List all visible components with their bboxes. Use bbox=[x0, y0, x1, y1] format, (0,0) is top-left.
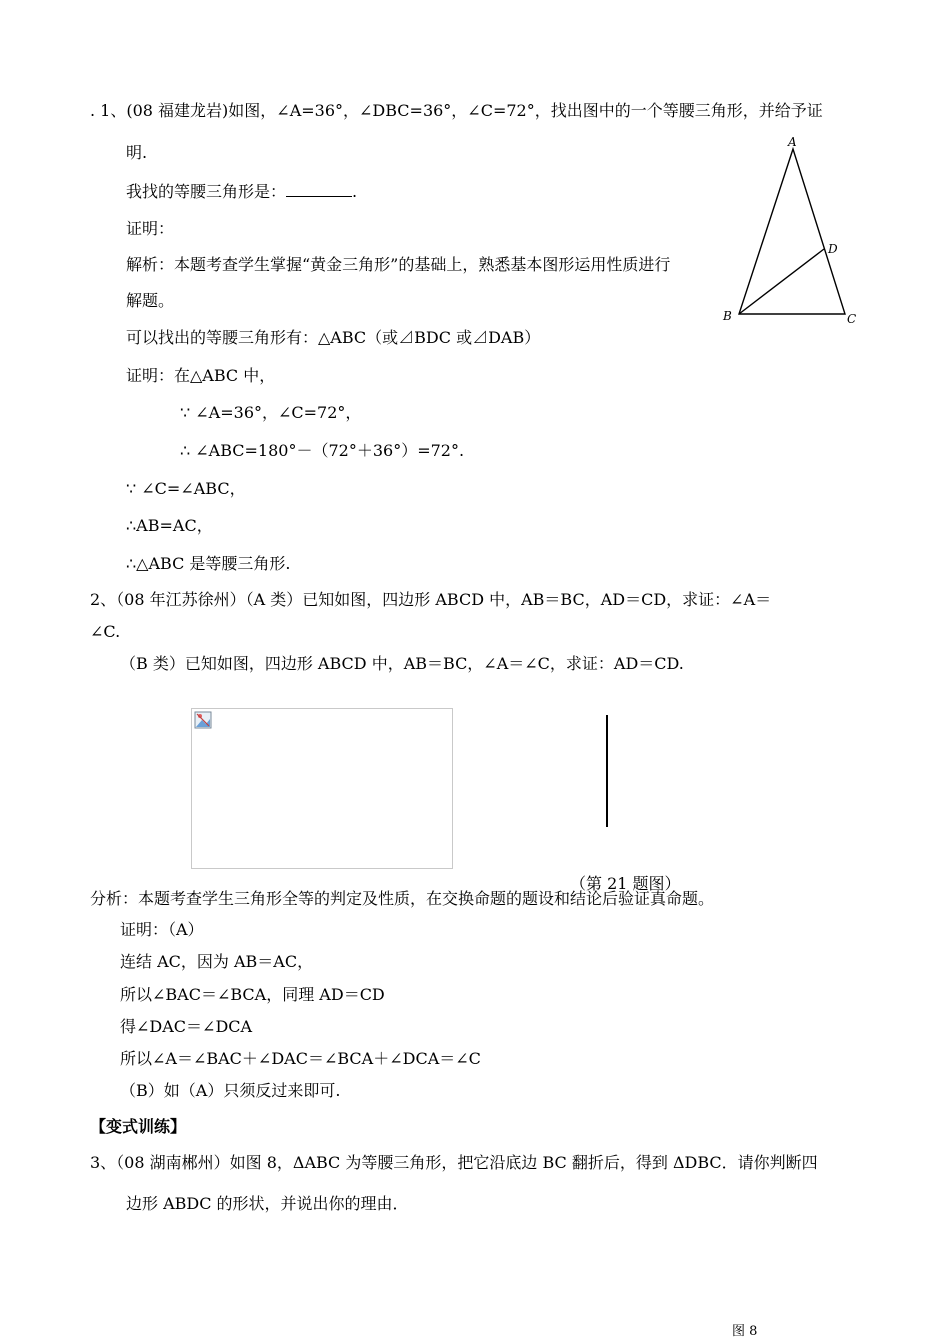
q1-line2: 明. bbox=[126, 143, 148, 162]
broken-image-icon bbox=[194, 711, 212, 729]
label-a: A bbox=[788, 135, 797, 149]
fig8-label: 图 8 bbox=[732, 1324, 758, 1339]
q2-proof-1: 连结 AC，因为 AB＝AC， bbox=[120, 952, 314, 971]
label-b: B bbox=[723, 309, 732, 323]
triangle-figure bbox=[718, 132, 868, 332]
q1-find-line bbox=[126, 181, 357, 203]
q2-line1: 2、（08 年江苏徐州）（A 类）已知如图，四边形 ABCD 中，AB＝BC，AD＝CD，求证：∠A＝ bbox=[90, 590, 772, 609]
q2-proof-4: 所以∠A＝∠BAC＋∠DAC＝∠BCA＋∠DCA＝∠C bbox=[120, 1049, 481, 1068]
q2-proof-0: 证明：（A） bbox=[120, 920, 204, 939]
q1-proof-in: 证明：在△ABC 中， bbox=[126, 366, 276, 385]
q1-step-1: ∵ ∠A=36°，∠C=72°， bbox=[180, 403, 362, 422]
q1-step-5: ∴△ABC 是等腰三角形. bbox=[126, 554, 291, 573]
q2-line2: ∠C. bbox=[90, 622, 121, 641]
q3-line2: 边形 ABDC 的形状，并说出你的理由． bbox=[126, 1194, 409, 1213]
q1-step-3: ∵ ∠C=∠ABC， bbox=[126, 479, 246, 498]
q2-proof-2: 所以∠BAC＝∠BCA，同理 AD＝CD bbox=[120, 985, 385, 1004]
missing-figure-image bbox=[191, 708, 453, 869]
triangle-abc bbox=[739, 149, 845, 314]
q2-line3: （B 类）已知如图，四边形 ABCD 中，AB＝BC，∠A＝∠C，求证：AD＝CD. bbox=[120, 654, 684, 673]
q1-line1: . 1、(08 福建龙岩)如图，∠A=36°，∠DBC=36°，∠C=72°，找出图中的一个等腰三角形，并给予证 bbox=[90, 101, 823, 120]
figure-vertical-line bbox=[606, 715, 608, 827]
q1-analysis-1: 解析：本题考查学生掌握“黄金三角形”的基础上，熟悉基本图形运用性质进行 bbox=[126, 255, 671, 274]
q1-step-4: ∴AB=AC， bbox=[126, 516, 213, 535]
label-c: C bbox=[847, 312, 857, 326]
q2-proof-3: 得∠DAC＝∠DCA bbox=[120, 1017, 253, 1036]
q1-analysis-2: 解题。 bbox=[126, 291, 175, 310]
find-end: . bbox=[352, 182, 358, 201]
segment-bd bbox=[739, 249, 824, 314]
q2-analysis: 分析：本题考查学生三角形全等的判定及性质，在交换命题的题设和结论后验证真命题。 bbox=[90, 889, 715, 908]
q1-answer: 可以找出的等腰三角形有：△ABC（或⊿BDC 或⊿DAB） bbox=[126, 328, 541, 347]
q1-step-2: ∴ ∠ABC=180°－（72°＋36°）=72°. bbox=[180, 441, 465, 460]
q1-proof-label: 证明： bbox=[126, 219, 175, 238]
label-d: D bbox=[828, 242, 838, 256]
q3-line1: 3、（08 湖南郴州）如图 8，ΔABC 为等腰三角形，把它沿底边 BC 翻折后，得到 ΔDBC．请你判断四 bbox=[90, 1153, 818, 1172]
q2-proof-5: （B）如（A）只须反过来即可. bbox=[120, 1081, 341, 1100]
fig21-caption: （第 21 题图） bbox=[570, 874, 681, 893]
find-label: 我找的等腰三角形是： bbox=[126, 182, 287, 201]
section-title: 【变式训练】 bbox=[90, 1117, 187, 1136]
answer-blank bbox=[286, 182, 352, 197]
